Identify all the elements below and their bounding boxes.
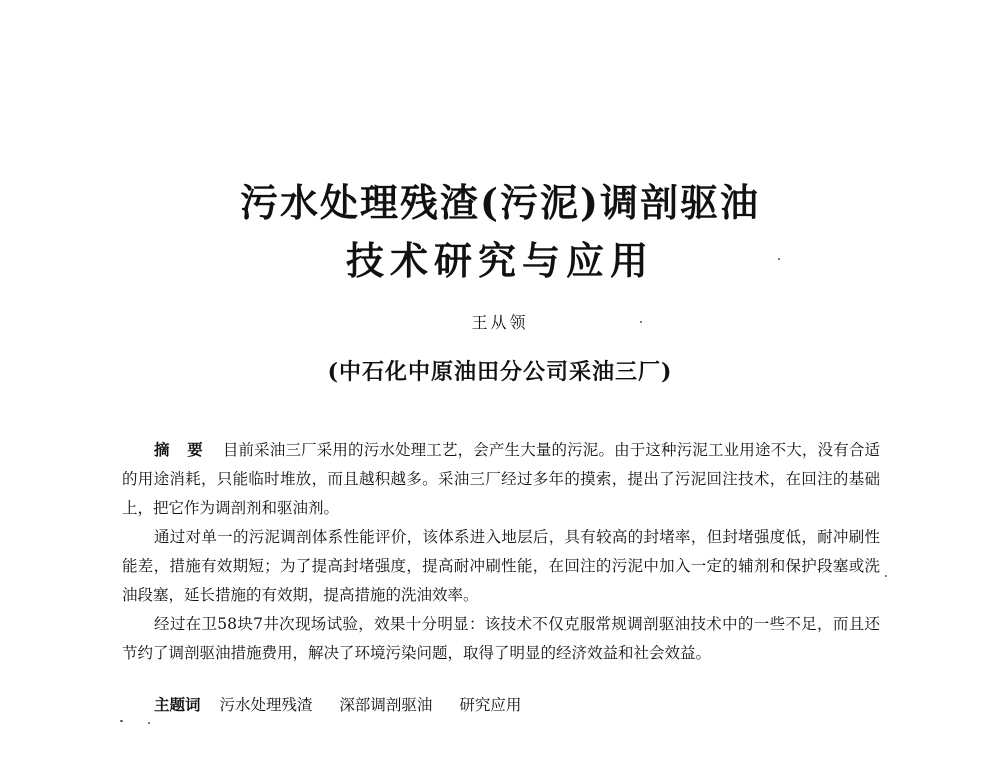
scan-speck	[885, 575, 887, 577]
keyword-item: 污水处理残渣	[219, 696, 313, 714]
abstract-paragraph-1	[122, 436, 880, 523]
keyword-item: 深部调剖驱油	[339, 696, 433, 714]
author: 王从领	[471, 313, 529, 332]
scan-speck	[640, 321, 642, 323]
scan-speck	[778, 258, 780, 260]
abstract-label: 摘 要	[154, 441, 209, 459]
abstract-paragraph-3	[122, 610, 880, 668]
abstract-text-1: 目前采油三厂采用的污水处理工艺，会产生大量的污泥。由于这种污泥工业用途不大，没有合适的用途消耗，只能临时堆放，而且越积越多。采油三厂经过多年的摸索，提出了污泥回注技术，在回注的基础上，把它作为调剖剂和驱油剂。	[122, 441, 880, 517]
keywords-line	[154, 693, 543, 715]
scan-speck	[120, 720, 123, 722]
affiliation: (中石化中原油田分公司采油三厂)	[327, 359, 673, 385]
abstract-text-2: 通过对单一的污泥调剖体系性能评价，该体系进入地层后，具有较高的封堵率，但封堵强度低，耐冲刷性能差，措施有效期短；为了提高封堵强度，提高耐冲刷性能，在回注的污泥中加入一定的辅剂和保护段塞或洗油段塞，延长措施的有效期，提高措施的洗油效率。	[122, 528, 880, 604]
scan-speck	[148, 722, 150, 724]
keywords-label: 主题词	[154, 696, 201, 714]
title-line-2: 技术研究与应用	[345, 238, 654, 283]
title-line-1: 污水处理残渣(污泥)调剖驱油	[240, 180, 760, 225]
abstract-paragraph-2	[122, 523, 880, 610]
keyword-item: 研究应用	[459, 696, 522, 714]
abstract-text-3: 经过在卫58块7井次现场试验，效果十分明显：该技术不仅克服常规调剖驱油技术中的一些不足，而且还节约了调剖驱油措施费用，解决了环境污染问题，取得了明显的经济效益和社会效益。	[122, 615, 880, 662]
